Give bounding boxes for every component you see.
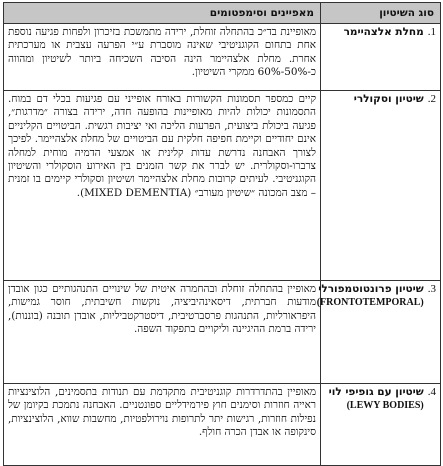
row-number: 1. bbox=[427, 26, 436, 38]
row-number: 3. bbox=[427, 283, 436, 295]
dementia-types-table bbox=[3, 2, 441, 466]
row-number: 2. bbox=[427, 93, 436, 105]
header-type-column: סוג השיטיון bbox=[321, 3, 441, 24]
type-cell bbox=[321, 24, 441, 91]
table-header-row bbox=[4, 3, 441, 24]
table-row bbox=[4, 91, 441, 281]
table-row bbox=[4, 281, 441, 384]
type-cell bbox=[316, 281, 441, 384]
type-cell bbox=[321, 91, 441, 281]
dementia-type-latin-name: (FRONTOTEMPORAL) bbox=[316, 297, 424, 309]
dementia-type-name: שיטיון וסקולרי bbox=[353, 93, 424, 105]
dementia-type-latin-name: (LEWY BODIES) bbox=[346, 400, 424, 412]
description-cell: מאופיין בהתדרדרות קוגניטיבית מתקדמת עם תנודות בתסמינים, הלוצינציות ראייה חוזרות וסימנים חוץ פירמידליים ספונטניים. האבחנה נתמכת בקיומן של נפילות חוזרות, רגישות יתר לתרופות נוירולפטיות, מחשבות שווא, הלוצינציות, סינקופה או אבדן הכרה חולף. bbox=[4, 384, 321, 466]
header-description-column: מאפיינים וסימפטומים bbox=[4, 3, 321, 24]
dementia-types-table-wrap bbox=[3, 2, 440, 466]
type-cell bbox=[321, 384, 441, 466]
description-cell: קיים כמספר תסמונות הקשורות באורח אופייני עם פגיעות בכלי דם במוח. התסמונות יכולות להיות מאופיינות בהופעה חדה, ירידה בצורה ״מדרגות״, פגיעה ביכולת ביצועית, הפרעות הליכה ואי יציבות רגשית. הביטויים הקליניים אינם יחודיים וקיימת חפיפה חלקית עם הביטויים של מחלת אלצהיימר. לפיכך לצורך האבחנה נדרשת עדות קלינית או אמצעי הדמיה מוחית למחלה צרברו-וסקולרית. יש לברר את קשר הזמנים בין האירוע הוסקולרי והשיטיון הקוגניטיבי. לעיתים קרובות מחלת אלצהיימר ושיטיון וסקולרי קיימים בו זמנית – מצב המכונה ״שיטיון מעורב״ (MIXED DEMENTIA). bbox=[4, 91, 321, 281]
dementia-type-name: מחלת אלצהיימר bbox=[343, 26, 424, 38]
dementia-type-name: שיטיון עם גופיפי לוי bbox=[328, 386, 424, 398]
description-cell: מאופיינת בד״כ בהתחלה זוחלת, ירידה מתמשכת בזיכרון ולפחות פגיעה נוספת אחת בתחום הקוגניטיבי שאינה מוסברת ע״י הפרעה עצבית או מערכתית אחרת. מחלת אלצהיימר הינה הסיבה השכיחה ביותר לשיטיון ומהווה כ-50%-60% ממקרי השיטיון. bbox=[4, 24, 321, 91]
table-row bbox=[4, 384, 441, 466]
row-number: 4. bbox=[427, 386, 436, 398]
dementia-type-name: שיטיון פרונטוטמפורלי bbox=[318, 283, 424, 295]
table-row bbox=[4, 24, 441, 91]
description-cell: מאופיין בהתחלה זוחלת ובהחמרה איטית של שינויים התנהגותיים כגון אובדן מודעות חברתית, דיסאינהיביציה, נוקשות חשיבתית, חוסר גמישות, היפראורליות, התנהגות פרסברטיבית, דיסטרקטביליות, אובדן תובנה (בוננות), ירידה ברמת ההיגיינה וליקויים בתפקוד השפה. bbox=[4, 281, 321, 384]
